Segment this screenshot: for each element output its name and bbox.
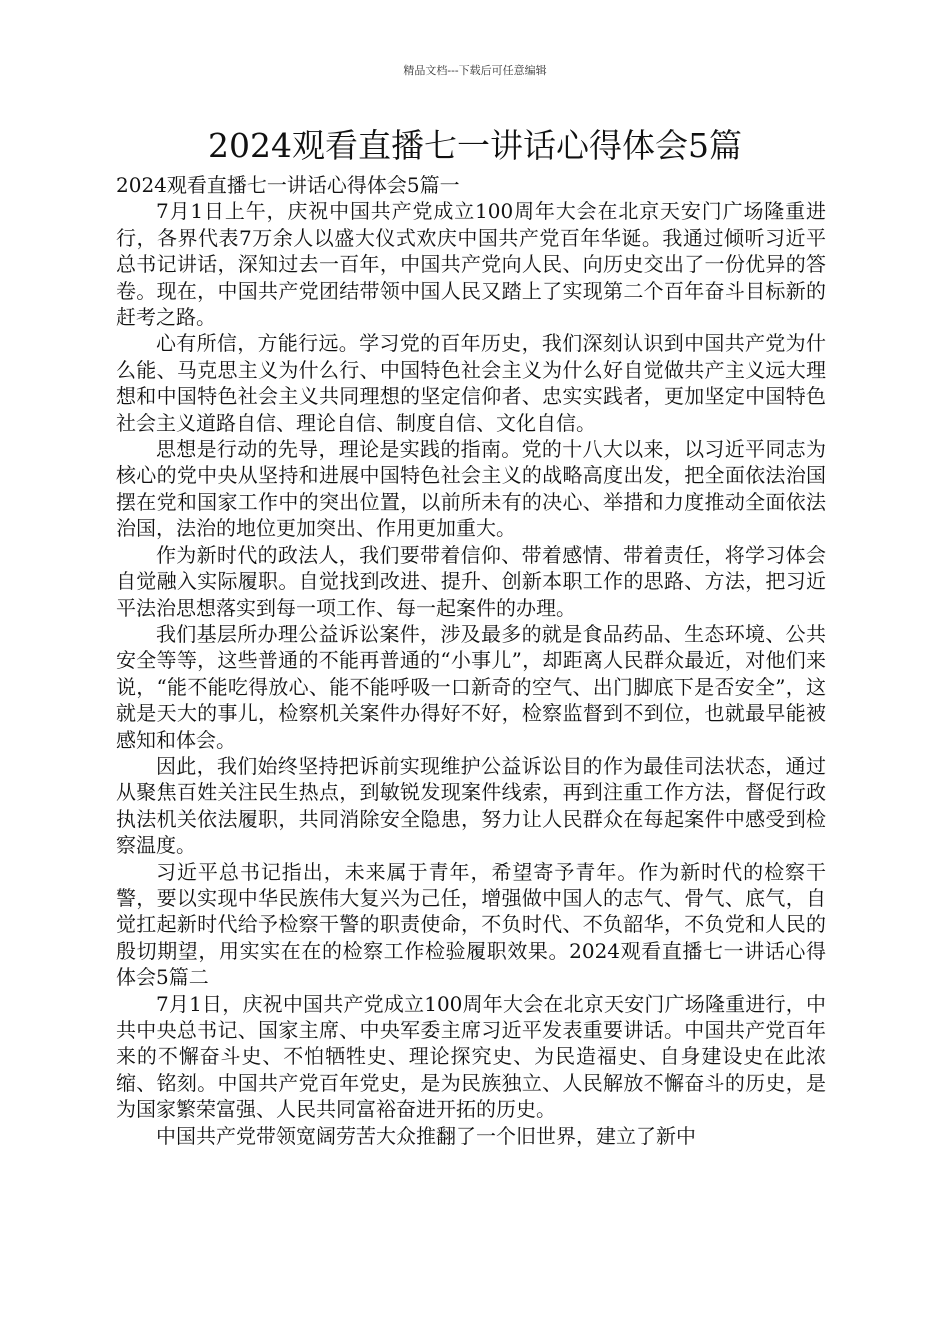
paragraph: 7月1日上午，庆祝中国共产党成立100周年大会在北京天安门广场隆重进行，各界代表7万余人以盛大仪式欢庆中国共产党百年华诞。我通过倾听习近平总书记讲话，深知过去一百年，中国共产党向人民、向历史交出了一份优异的答卷。现在，中国共产党团结带领中国人民又踏上了实现第二个百年奋斗目标新的赶考之路。 [116,199,826,330]
section-heading: 2024观看直播七一讲话心得体会5篇一 [116,173,460,197]
document-body [116,172,826,1149]
paragraph: 7月1日，庆祝中国共产党成立100周年大会在北京天安门广场隆重进行，中共中央总书记、国家主席、中央军委主席习近平发表重要讲话。中国共产党百年来的不懈奋斗史、不怕牺牲史、理论探究史、为民造福史、自身建设史在此浓缩、铭刻。中国共产党百年党史，是为民族独立、人民解放不懈奋斗的历史，是为国家繁荣富强、人民共同富裕奋进开拓的历史。 [116,991,826,1122]
paragraph: 心有所信，方能行远。学习党的百年历史，我们深刻认识到中国共产党为什么能、马克思主义为什么行、中国特色社会主义为什么好自觉做共产主义远大理想和中国特色社会主义共同理想的坚定信仰者、忠实实践者，更加坚定中国特色社会主义道路自信、理论自信、制度自信、文化自信。 [116,331,826,435]
document-title: 2024观看直播七一讲话心得体会5篇 [208,126,742,165]
paragraph: 作为新时代的政法人，我们要带着信仰、带着感情、带着责任，将学习体会自觉融入实际履职。自觉找到改进、提升、创新本职工作的思路、方法，把习近平法治思想落实到每一项工作、每一起案件的办理。 [116,542,826,620]
paragraph: 思想是行动的先导，理论是实践的指南。党的十八大以来，以习近平同志为核心的党中央从坚持和进展中国特色社会主义的战略高度出发，把全面依法治国摆在党和国家工作中的突出位置，以前所未有的决心、举措和力度推动全面依法治国，法治的地位更加突出、作用更加重大。 [116,437,826,541]
header-note: 精品文档---下载后可任意编辑 [403,64,547,77]
paragraph: 中国共产党带领宽阔劳苦大众推翻了一个旧世界，建立了新中 [156,1123,696,1148]
paragraph: 因此，我们始终坚持把诉前实现维护公益诉讼目的作为最佳司法状态，通过从聚焦百姓关注民生热点，到敏锐发现案件线索，再到注重工作方法，督促行政执法机关依法履职，共同消除安全隐患，努力让人民群众在每起案件中感受到检察温度。 [116,753,826,858]
paragraph: 习近平总书记指出，未来属于青年，希望寄予青年。作为新时代的检察干警，要以实现中华民族伟大复兴为己任，增强做中国人的志气、骨气、底气，自觉扛起新时代给予检察干警的职责使命，不负时代、不负韶华，不负党和人民的殷切期望，用实实在在的检察工作检验履职效果。2024观看直播七一讲话心得体会5篇二 [116,859,826,990]
paragraph: 我们基层所办理公益诉讼案件，涉及最多的就是食品药品、生态环境、公共安全等等，这些普通的不能再普通的“小事儿”，却距离人民群众最近，对他们来说，“能不能吃得放心、能不能呼吸一口新奇的空气、出门脚底下是否安全”，这就是天大的事儿，检察机关案件办得好不好，检察监督到不到位，也就最早能被感知和体会。 [116,621,826,752]
